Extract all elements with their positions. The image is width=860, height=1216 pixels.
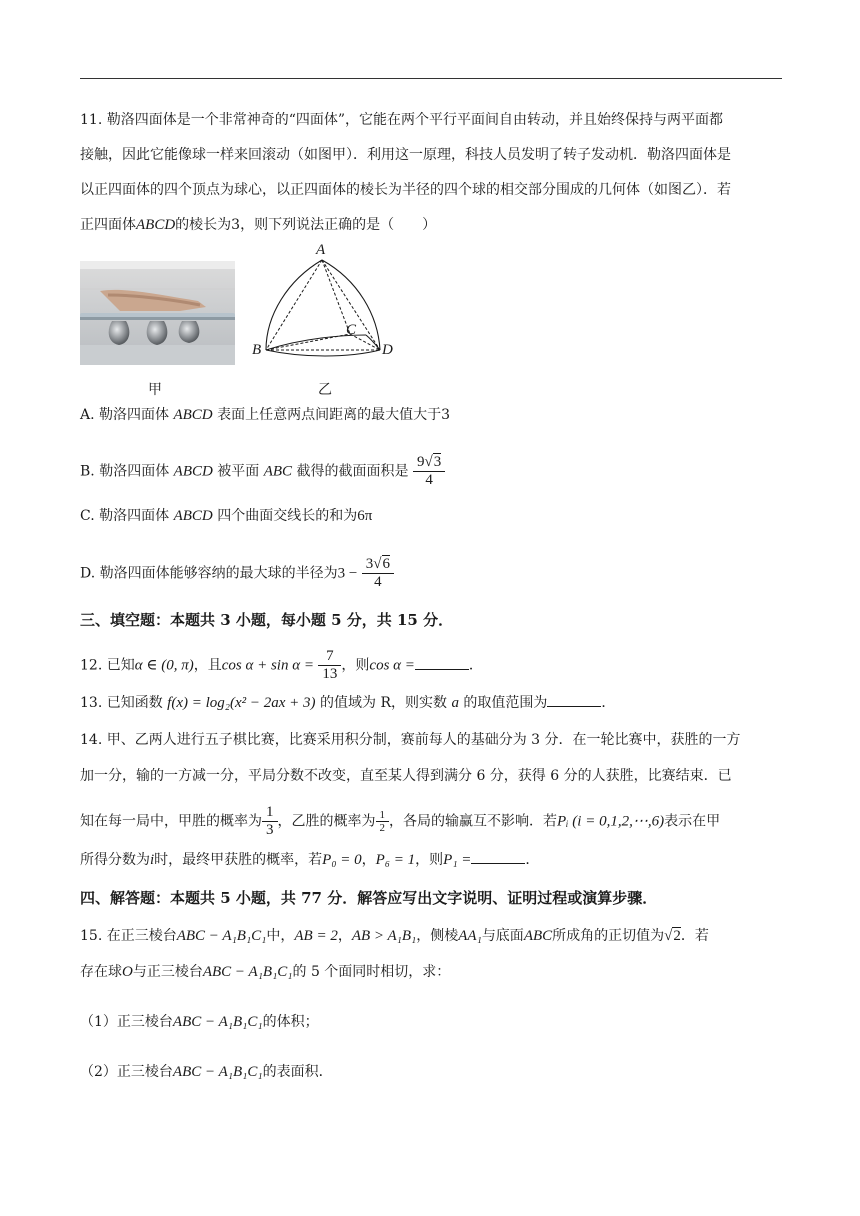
q14-answer-blank xyxy=(471,849,525,864)
figure-yi-caption: 乙 xyxy=(318,382,332,398)
q11-line1: 11. 勒洛四面体是一个非常神奇的“四面体”，它能在两个平行平面间自由转动，并且始终保持与两平面都 xyxy=(80,112,724,128)
q11-line4: 正四面体ABCD的棱长为3，则下列说法正确的是（ ） xyxy=(80,217,437,233)
q12: 12. 已知α ∈ (0, π)，且cos α + sin α = $\frac{7}{13}$ ，则cos α = ． xyxy=(80,648,483,682)
figure-jia-caption: 甲 xyxy=(148,382,162,398)
option-d-fraction: $\frac{3√6}{4}$ xyxy=(364,556,392,591)
label-A: A xyxy=(316,242,326,258)
q12-answer-blank xyxy=(415,655,469,670)
q15-line2: 存在球O与正三棱台ABC − A₁B₁C₁的 5 个面同时相切，求： xyxy=(80,964,451,980)
q13: 13. 已知函数 f(x) = log₂(x² − 2ax + 3) 的值域为 R，则实数 a 的取值范围为 ． xyxy=(80,692,790,713)
q14-fraction-a: $\frac{1}{3}$ xyxy=(264,804,276,839)
q14-line1: 14. 甲、乙两人进行五子棋比赛，比赛采用积分制，赛前每人的基础分为 3 分．在一轮比赛中，获胜的一方 xyxy=(80,732,741,748)
q11-line2: 接触，因此它能像球一样来回滚动（如图甲）．利用这一原理，科技人员发明了转子发动机．勒洛四面体是 xyxy=(80,147,731,163)
q15-subquestion-1: （1）正三棱台ABC − A₁B₁C₁的体积； xyxy=(80,1014,319,1030)
reuleaux-rolling-photo xyxy=(80,261,235,365)
label-D: D xyxy=(382,342,393,358)
section-4-heading: 四、解答题：本题共 5 小题，共 77 分．解答应写出文字说明、证明过程或演算步骤． xyxy=(80,889,658,907)
reuleaux-tetrahedron-diagram xyxy=(248,240,408,365)
q13-answer-blank xyxy=(547,692,601,707)
q14-fraction-b: $\frac{1}{2}$ xyxy=(378,809,388,834)
q14-line4: 所得分数为i时，最终甲获胜的概率，若P₀ = 0，P₆ = 1，则P₁ = ． xyxy=(80,849,790,870)
q11-option-c: C. 勒洛四面体 ABCD 四个曲面交线长的和为6π xyxy=(80,508,373,524)
header-rule xyxy=(80,78,782,79)
q11-option-a: A. 勒洛四面体 ABCD 表面上任意两点间距离的最大值大于3 xyxy=(80,407,450,423)
label-C: C xyxy=(346,322,357,338)
q15-subquestion-2: （2）正三棱台ABC − A₁B₁C₁的表面积． xyxy=(80,1064,333,1080)
q11-line3: 以正四面体的四个顶点为球心，以正四面体的棱长为半径的四个球的相交部分围成的几何体（如图乙）．若 xyxy=(80,182,731,198)
label-B: B xyxy=(252,342,262,358)
q14-line2: 加一分，输的一方减一分，平局分数不改变，直至某人得到满分 6 分，获得 6 分的人获胜，比赛结束．已 xyxy=(80,768,732,784)
q11-option-d: D. 勒洛四面体能够容纳的最大球的半径为3 − $\frac{3√6}{4}$ xyxy=(80,556,790,591)
section-3-heading: 三、填空题：本题共 3 小题，每小题 5 分，共 15 分． xyxy=(80,611,454,629)
q14-line3: 知在每一局中，甲胜的概率为 $\frac{1}{3}$ ，乙胜的概率为 $\frac{1}{2}$ ，各局的输赢互不影响．若Pᵢ (i = 0,1,2,⋯,6)表示在甲 xyxy=(80,804,721,838)
q12-fraction: $\frac{7}{13}$ xyxy=(320,648,339,683)
q15-line1: 15. 在正三棱台ABC − A₁B₁C₁中，AB = 2，AB > A₁B₁，侧棱AA₁与底面ABC所成角的正切值为√2．若 xyxy=(80,928,709,944)
q11-option-b: B. 勒洛四面体 ABCD 被平面 ABC 截得的截面面积是 $\frac{9√3}{4}$ xyxy=(80,454,790,489)
option-b-fraction: $\frac{9√3}{4}$ xyxy=(415,454,443,489)
